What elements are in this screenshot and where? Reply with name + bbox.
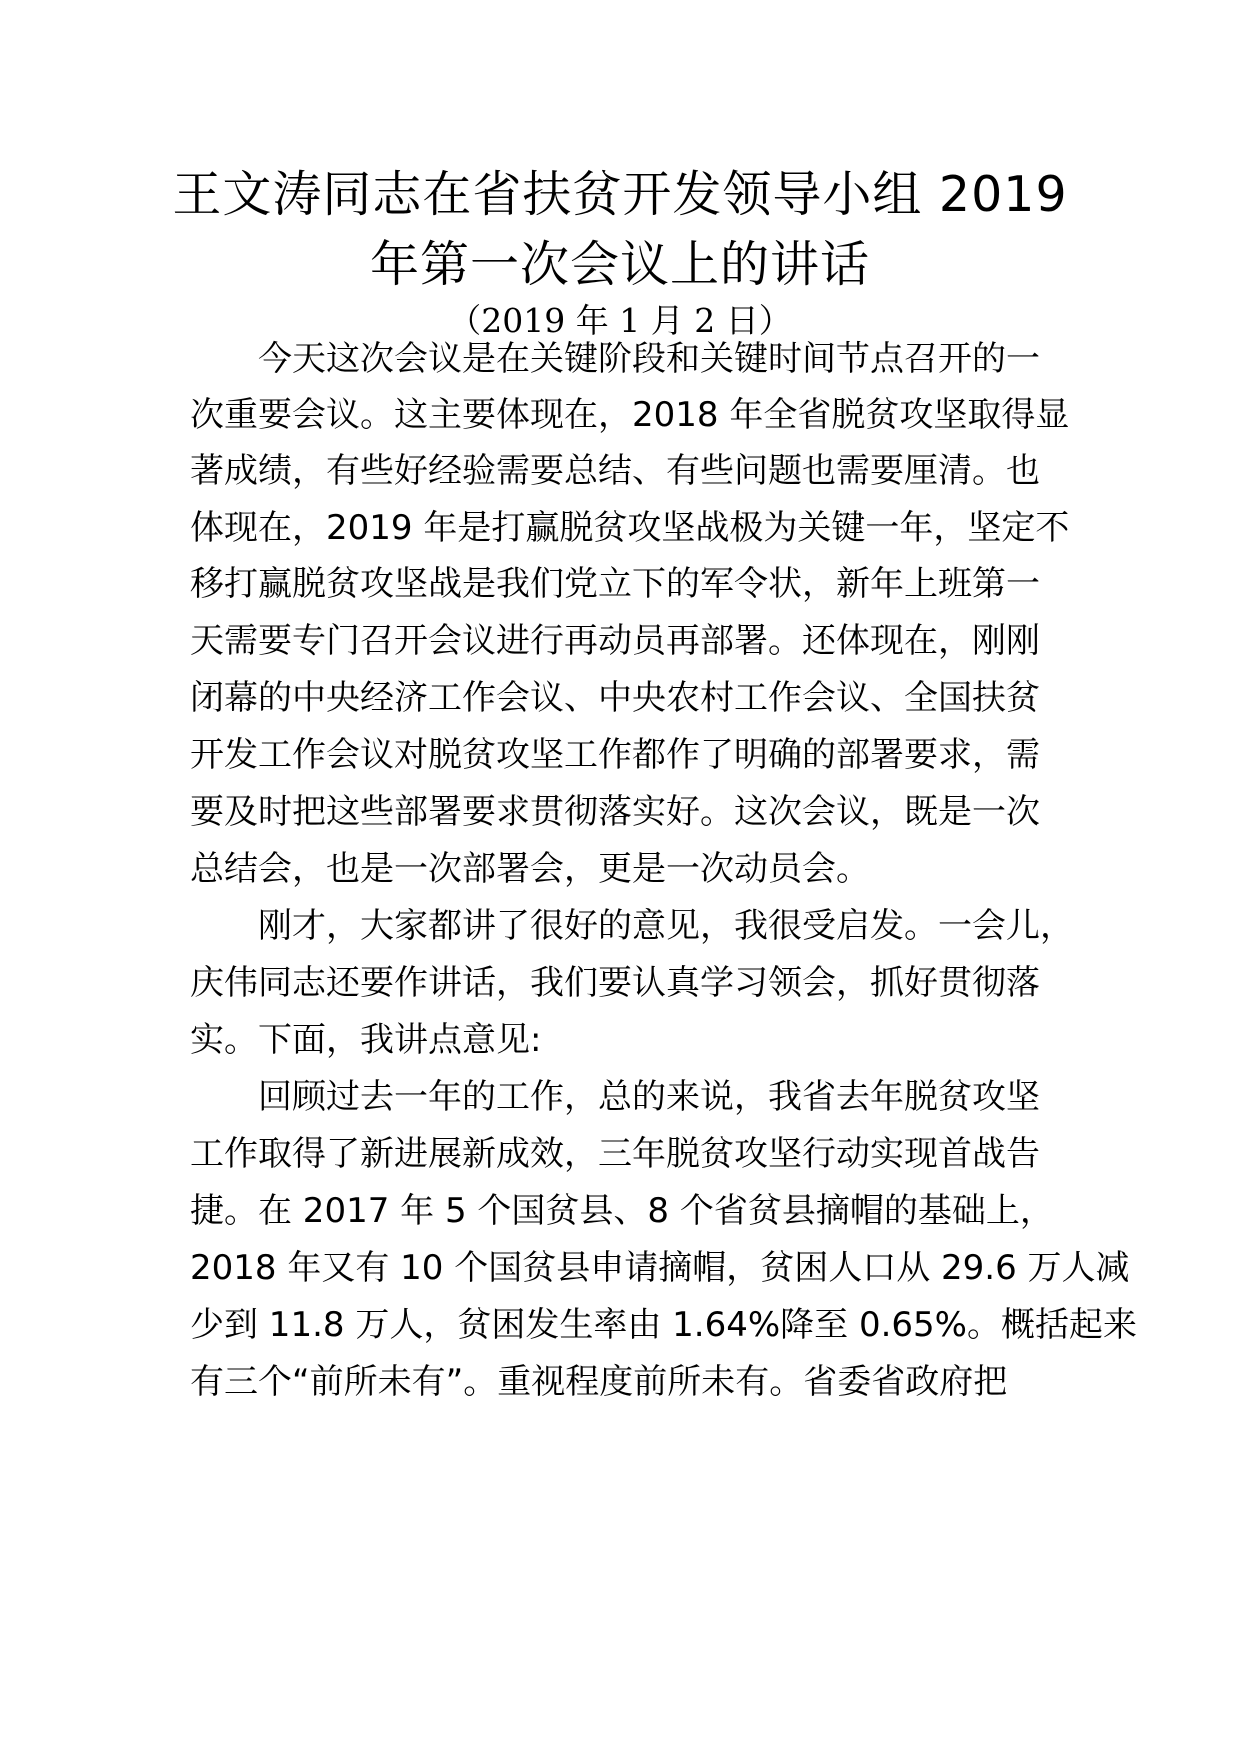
paragraph-1-line-10: 总结会，也是一次部署会，更是一次动员会。 <box>190 849 870 889</box>
paragraph-2-line-1: 刚才，大家都讲了很好的意见，我很受启发。一会儿， <box>258 906 1074 946</box>
paragraph-1-line-9: 要及时把这些部署要求贯彻落实好。这次会议，既是一次 <box>190 792 1040 832</box>
paragraph-3-line-2: 工作取得了新进展新成效，三年脱贫攻坚行动实现首战告 <box>190 1134 1040 1174</box>
paragraph-1-line-8: 开发工作会议对脱贫攻坚工作都作了明确的部署要求，需 <box>190 735 1040 775</box>
paragraph-1-line-4: 体现在，2019 年是打赢脱贫攻坚战极为关键一年，坚定不 <box>190 508 1070 548</box>
document-title-line-1: 王文涛同志在省扶贫开发领导小组 2019 <box>172 166 1068 223</box>
paragraph-2-line-3: 实。下面，我讲点意见: <box>190 1020 542 1060</box>
document-title-line-2: 年第一次会议上的讲话 <box>369 236 870 293</box>
paragraph-1-line-2: 次重要会议。这主要体现在，2018 年全省脱贫攻坚取得显 <box>190 395 1070 435</box>
paragraph-1-line-7: 闭幕的中央经济工作会议、中央农村工作会议、全国扶贫 <box>190 678 1040 718</box>
document-date: （2019 年 1 月 2 日） <box>448 301 792 340</box>
paragraph-1-line-3: 著成绩，有些好经验需要总结、有些问题也需要厘清。也 <box>190 451 1040 491</box>
paragraph-3-line-6: 有三个“前所未有”。重视程度前所未有。省委省政府把 <box>190 1362 1008 1402</box>
paragraph-3-line-1: 回顾过去一年的工作，总的来说，我省去年脱贫攻坚 <box>258 1077 1040 1117</box>
paragraph-1-line-1: 今天这次会议是在关键阶段和关键时间节点召开的一 <box>258 339 1040 379</box>
paragraph-1-line-6: 天需要专门召开会议进行再动员再部署。还体现在，刚刚 <box>190 621 1040 661</box>
paragraph-2-line-2: 庆伟同志还要作讲话，我们要认真学习领会，抓好贯彻落 <box>190 963 1040 1003</box>
paragraph-1-line-5: 移打赢脱贫攻坚战是我们党立下的军令状，新年上班第一 <box>190 564 1040 604</box>
paragraph-3-line-4: 2018 年又有 10 个国贫县申请摘帽，贫困人口从 29.6 万人减 <box>190 1248 1130 1288</box>
paragraph-3-line-5: 少到 11.8 万人，贫困发生率由 1.64%降至 0.65%。概括起来 <box>190 1305 1137 1345</box>
paragraph-3-line-3: 捷。在 2017 年 5 个国贫县、8 个省贫县摘帽的基础上， <box>190 1191 1054 1231</box>
